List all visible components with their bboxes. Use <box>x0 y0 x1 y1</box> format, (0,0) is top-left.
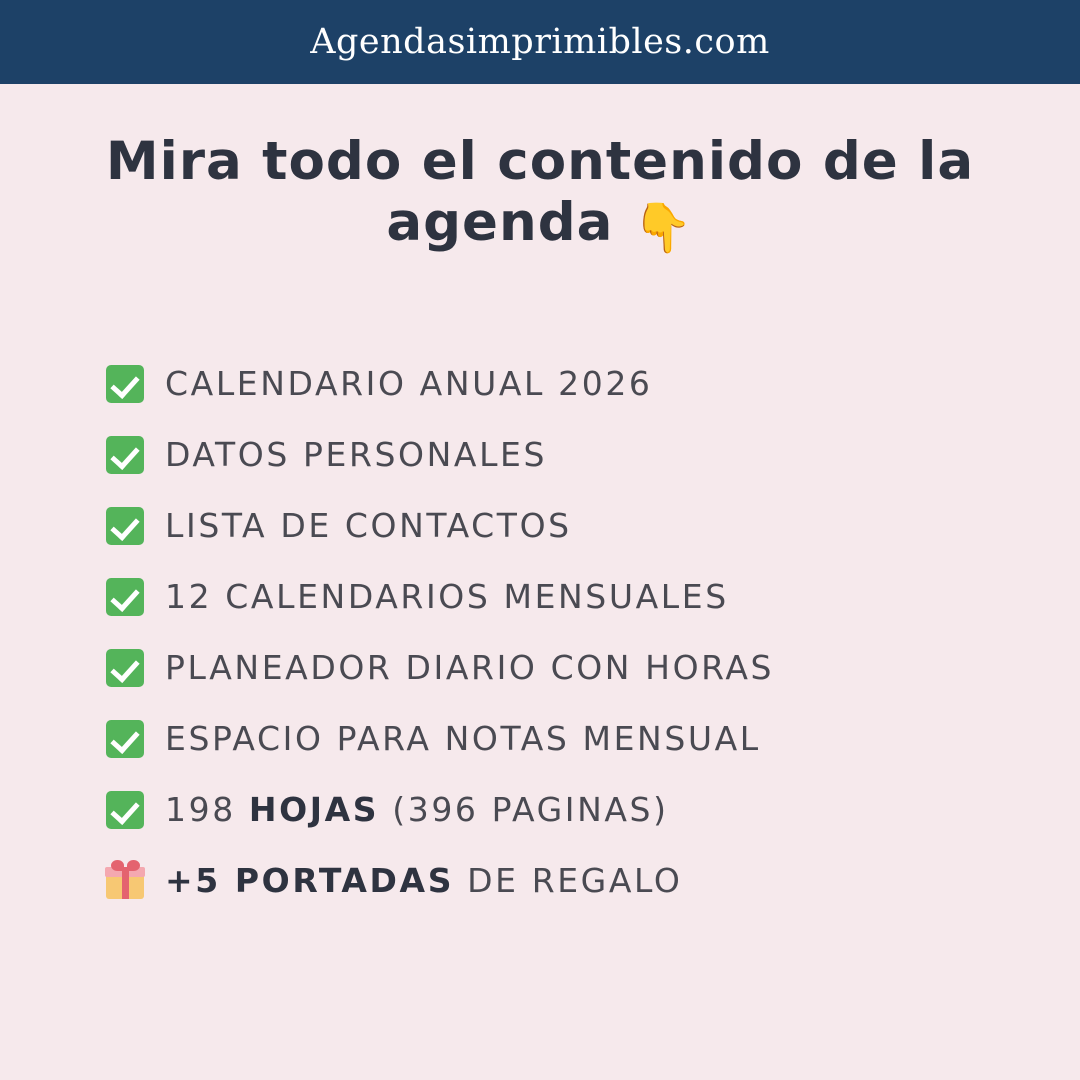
check-icon <box>105 648 145 688</box>
page-title <box>70 132 1010 256</box>
list-item-label <box>165 719 761 758</box>
headline-line-2: agenda <box>386 191 614 253</box>
list-item-label-text: CALENDARIO ANUAL 2026 <box>165 364 653 404</box>
list-item-label-text: 12 CALENDARIOS MENSUALES <box>165 577 729 617</box>
list-item-label-text: 198 <box>165 790 249 830</box>
check-icon <box>105 577 145 617</box>
list-item <box>105 490 1080 561</box>
list-item <box>105 703 1080 774</box>
list-item <box>105 774 1080 845</box>
list-item-label-emphasis: +5 PORTADAS <box>165 861 455 901</box>
list-item-label-text: PLANEADOR DIARIO CON HORAS <box>165 648 775 688</box>
list-item-label-text: (396 PAGINAS) <box>379 790 669 830</box>
list-item <box>105 348 1080 419</box>
list-item-label-emphasis: HOJAS <box>248 790 380 830</box>
feature-list <box>0 256 1080 916</box>
list-item <box>105 845 1080 916</box>
headline-block <box>0 84 1080 256</box>
list-item-label <box>165 506 572 545</box>
list-item-label <box>165 790 669 829</box>
check-icon <box>105 719 145 759</box>
check-icon <box>105 506 145 546</box>
list-item-label-text: DATOS PERSONALES <box>165 435 548 475</box>
pointing-down-hand-icon: 👇 <box>632 199 694 256</box>
list-item <box>105 561 1080 632</box>
list-item-label <box>165 435 547 474</box>
list-item-label <box>165 861 682 900</box>
list-item-label-text: ESPACIO PARA NOTAS MENSUAL <box>165 719 761 759</box>
list-item-label-text: DE REGALO <box>454 861 683 901</box>
site-header <box>0 0 1080 84</box>
list-item-label-text: LISTA DE CONTACTOS <box>165 506 572 546</box>
list-item-label <box>165 648 774 687</box>
list-item-label <box>165 364 653 403</box>
check-icon <box>105 435 145 475</box>
check-icon <box>105 364 145 404</box>
site-name: Agendasimprimibles.com <box>310 22 770 62</box>
list-item <box>105 632 1080 703</box>
list-item-label <box>165 577 729 616</box>
headline-line-1: Mira todo el contenido de la <box>105 131 975 192</box>
check-icon <box>105 790 145 830</box>
gift-icon <box>105 861 145 901</box>
list-item <box>105 419 1080 490</box>
